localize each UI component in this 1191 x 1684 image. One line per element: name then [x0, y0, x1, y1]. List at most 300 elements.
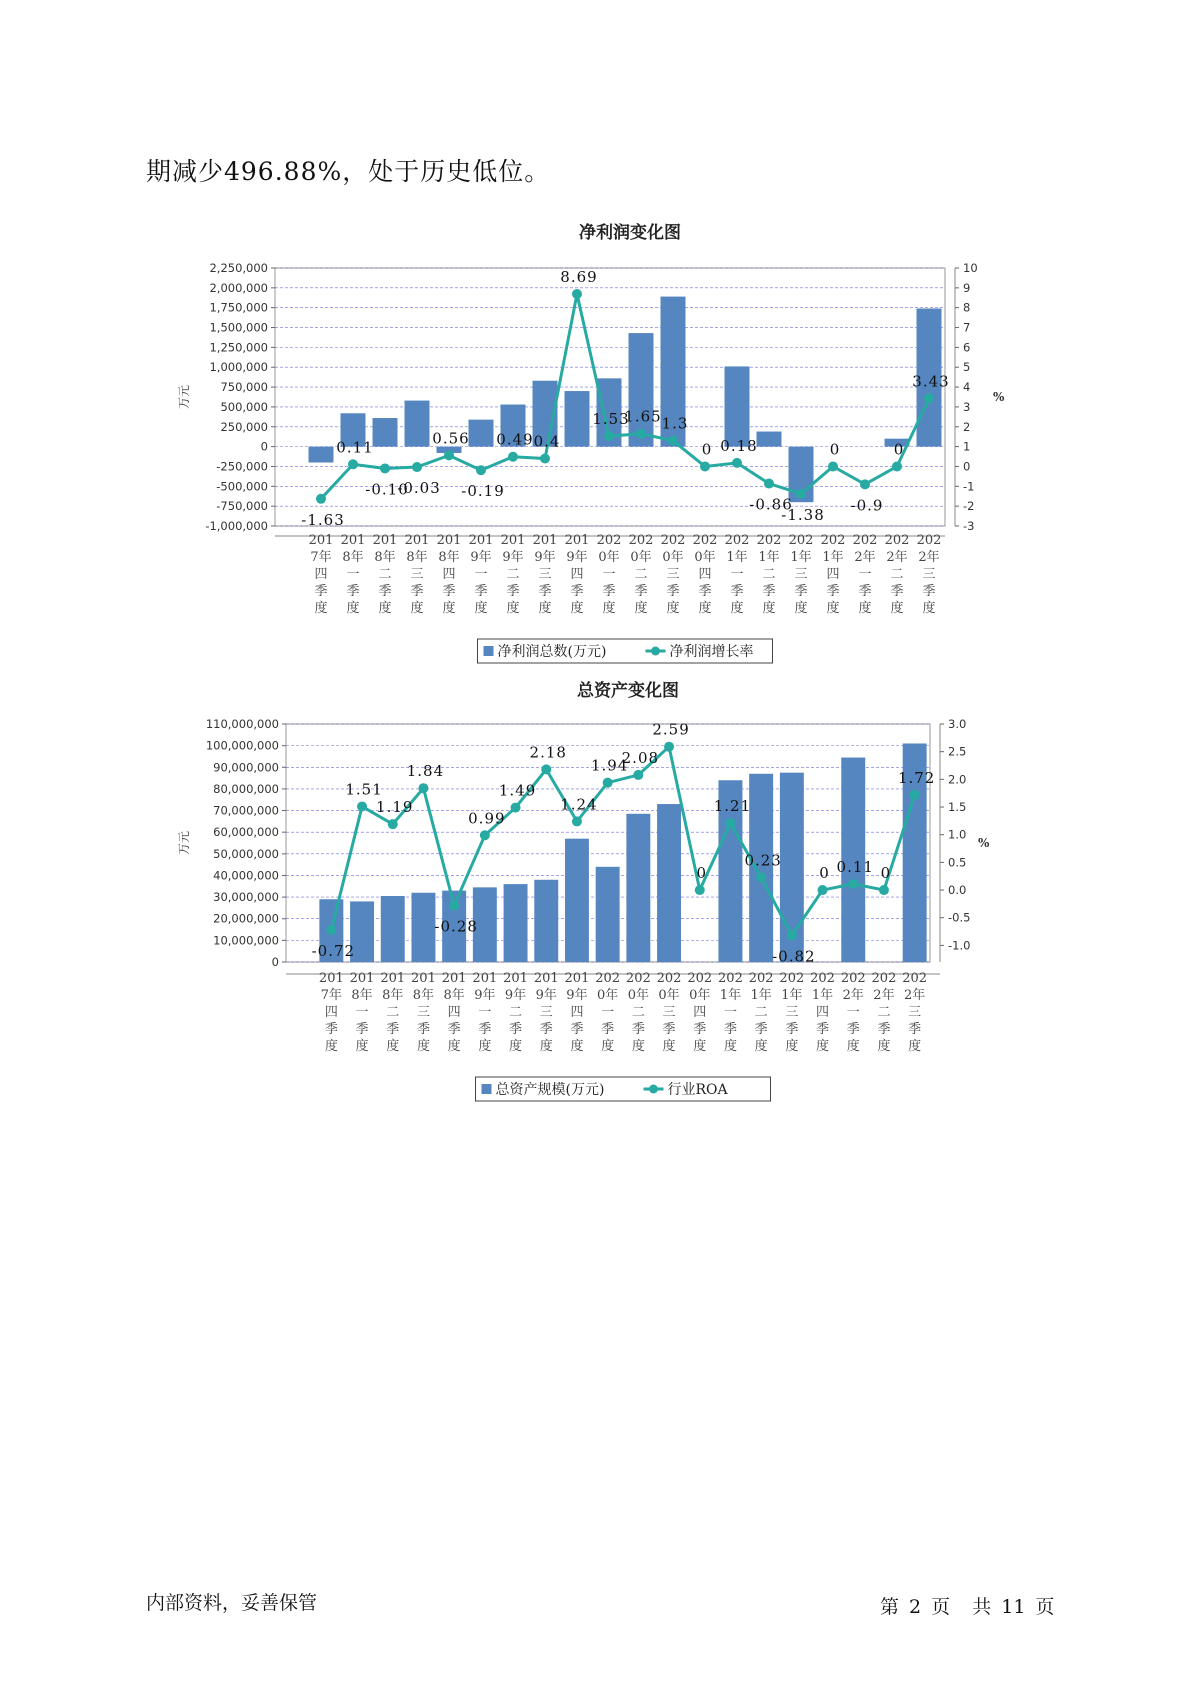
x-tick-label: 季 [509, 1022, 523, 1037]
x-tick-label: 季 [826, 584, 840, 599]
x-tick-label: 度 [631, 1039, 645, 1054]
x-tick-label: 度 [478, 1039, 492, 1054]
data-label: 1.3 [661, 414, 689, 433]
y2-tick-label: 1.0 [948, 827, 967, 842]
x-tick-label: 1年 [790, 550, 812, 565]
bar [469, 420, 494, 447]
x-tick-label: 8年 [382, 988, 404, 1003]
data-label: -0.10 [365, 480, 409, 499]
x-tick-label: 季 [538, 584, 552, 599]
line-point [418, 783, 428, 793]
y-tick-label: 80,000,000 [213, 781, 279, 796]
line-point [633, 770, 643, 780]
data-label: 0.99 [468, 809, 506, 828]
x-tick-label: 7年 [320, 988, 342, 1003]
x-tick-label: 季 [754, 1022, 768, 1037]
intro-paragraph: 期减少496.88%，处于历史低位。 [146, 157, 551, 186]
x-tick-label: 201 [503, 971, 528, 986]
bar [725, 366, 750, 446]
data-label: 1.72 [897, 768, 936, 787]
bar [381, 896, 405, 962]
line-point [764, 479, 774, 489]
data-label: 1.84 [406, 762, 445, 781]
x-tick-label: 度 [634, 601, 648, 616]
footer-page-number [880, 1592, 1064, 1619]
line-point [796, 489, 806, 499]
x-tick-label: 1年 [811, 988, 834, 1003]
y2-tick-label: 5 [963, 360, 971, 375]
x-tick-label: 9年 [566, 550, 588, 565]
data-label: 1.49 [498, 781, 537, 800]
data-label: 2.18 [529, 743, 567, 762]
x-tick-label: 三 [662, 1005, 676, 1020]
x-tick-label: 8年 [342, 550, 364, 565]
y2-tick-label: 4 [963, 380, 971, 395]
x-tick-label: 1年 [726, 550, 748, 565]
x-tick-label: 0年 [597, 988, 619, 1003]
data-label: -0.86 [749, 495, 793, 514]
line-point [860, 479, 870, 489]
line-point [449, 901, 459, 911]
x-tick-label: 四 [570, 1005, 584, 1020]
data-label: 2.59 [652, 720, 690, 739]
x-tick-label: 201 [472, 971, 498, 986]
x-tick-label: 季 [877, 1022, 891, 1037]
chart-body [177, 717, 990, 1101]
x-tick-label: 三 [908, 1005, 922, 1020]
x-tick-label: 度 [538, 601, 552, 616]
line-point [879, 885, 889, 895]
line-point [668, 436, 678, 446]
x-tick-label: 1年 [758, 550, 780, 565]
y2-tick-label: 9 [963, 280, 971, 295]
line-point [787, 930, 797, 940]
data-label: -0.82 [772, 947, 816, 966]
x-tick-label: 9年 [502, 550, 524, 565]
line-point [476, 465, 486, 475]
line-point [412, 462, 422, 472]
x-tick-label: 季 [662, 1022, 676, 1037]
line-point [348, 459, 358, 469]
data-label: 3.43 [912, 372, 950, 391]
x-tick-label: 202 [820, 533, 846, 548]
x-tick-label: 四 [570, 567, 584, 582]
x-tick-label: 季 [908, 1022, 922, 1037]
x-tick-label: 度 [539, 1039, 553, 1054]
footer-confidential-note: 内部资料，妥善保管 [146, 1592, 318, 1614]
x-tick-label: 季 [324, 1022, 338, 1037]
x-tick-label: 度 [324, 1039, 338, 1054]
x-tick-label: 季 [506, 584, 520, 599]
y-tick-label: 1,500,000 [209, 320, 268, 335]
data-label: 0 [880, 864, 892, 883]
line-point [572, 816, 582, 826]
y-tick-label: 100,000,000 [205, 738, 279, 753]
bar [504, 884, 528, 962]
x-tick-label: 201 [468, 533, 494, 548]
x-tick-label: 201 [533, 971, 559, 986]
bar [757, 432, 782, 447]
data-label: 1.53 [592, 410, 630, 429]
y-tick-label: 1,000,000 [209, 360, 268, 375]
x-tick-label: 0年 [662, 550, 684, 565]
bar [534, 880, 558, 962]
x-tick-label: 202 [902, 971, 928, 986]
y2-tick-label: -0.5 [948, 910, 971, 925]
line-point [732, 458, 742, 468]
y2-tick-label: 8 [963, 300, 971, 315]
line-point [511, 803, 521, 813]
x-tick-label: 三 [794, 567, 808, 582]
data-label: -1.63 [301, 510, 345, 529]
x-tick-label: 季 [570, 584, 584, 599]
x-tick-label: 度 [410, 601, 424, 616]
x-tick-label: 度 [816, 1039, 830, 1054]
x-tick-label: 二 [877, 1005, 891, 1020]
net-profit-chart [150, 218, 1005, 688]
x-tick-label: 季 [794, 584, 808, 599]
x-tick-label: 0年 [658, 988, 680, 1003]
x-tick-label: 季 [816, 1022, 830, 1037]
x-tick-label: 201 [436, 533, 462, 548]
x-tick-label: 季 [666, 584, 680, 599]
line-point [664, 742, 674, 752]
footer-page-mid: 页 [931, 1596, 951, 1618]
line-point [818, 885, 828, 895]
x-tick-label: 8年 [351, 988, 373, 1003]
y2-axis-title: % [993, 390, 1005, 404]
x-tick-label: 度 [723, 1039, 737, 1054]
data-label: 2.08 [621, 748, 660, 767]
x-tick-label: 202 [788, 533, 814, 548]
data-label: -0.19 [461, 482, 505, 501]
data-label: 1.21 [713, 797, 752, 816]
x-tick-label: 季 [785, 1022, 799, 1037]
y-tick-label: 10,000,000 [213, 933, 279, 948]
data-label: 1.51 [345, 780, 383, 799]
y-tick-label: -750,000 [216, 499, 268, 514]
x-tick-label: 202 [748, 971, 774, 986]
y2-tick-label: 10 [963, 261, 978, 275]
x-tick-label: 2年 [886, 550, 908, 565]
legend-swatch-bar [482, 1084, 492, 1094]
bar [405, 401, 430, 447]
x-tick-label: 四 [324, 1005, 338, 1020]
x-tick-label: 季 [378, 584, 392, 599]
x-tick-label: 季 [314, 584, 328, 599]
y2-tick-label: 6 [963, 340, 971, 355]
x-tick-label: 度 [314, 601, 328, 616]
x-tick-label: 四 [698, 567, 712, 582]
x-tick-label: 度 [442, 601, 456, 616]
x-tick-label: 201 [380, 971, 406, 986]
x-tick-label: 度 [908, 1039, 922, 1054]
bar [565, 839, 589, 962]
data-label: 1.65 [624, 407, 662, 426]
x-tick-label: 度 [570, 601, 584, 616]
x-tick-label: 二 [890, 567, 904, 582]
x-tick-label: 9年 [504, 988, 527, 1003]
x-tick-label: 度 [762, 601, 776, 616]
bar [596, 867, 620, 962]
x-tick-label: 季 [698, 584, 712, 599]
data-label: -1.38 [781, 505, 825, 524]
x-tick-label: 202 [724, 533, 750, 548]
x-tick-label: 三 [410, 567, 424, 582]
x-tick-label: 季 [723, 1022, 737, 1037]
line-point [924, 393, 934, 403]
x-tick-label: 一 [355, 1005, 369, 1020]
x-tick-label: 度 [698, 601, 712, 616]
x-tick-label: 202 [660, 533, 686, 548]
line-point [572, 289, 582, 299]
x-tick-label: 二 [506, 567, 520, 582]
chart-body [177, 261, 1005, 663]
footer-page-current: 2 [909, 1596, 922, 1618]
data-label: 8.69 [560, 267, 598, 286]
x-tick-label: 季 [410, 584, 424, 599]
y2-tick-label: 2.5 [948, 744, 967, 759]
x-tick-label: 9年 [534, 550, 556, 565]
data-label: 0.23 [744, 851, 782, 870]
x-tick-label: 度 [474, 601, 488, 616]
x-tick-label: 0年 [694, 550, 716, 565]
x-tick-label: 201 [564, 533, 590, 548]
x-tick-label: 度 [858, 601, 872, 616]
x-tick-label: 三 [539, 1005, 553, 1020]
x-tick-label: 201 [340, 533, 366, 548]
x-tick-label: 季 [602, 584, 616, 599]
x-tick-label: 二 [509, 1005, 523, 1020]
x-tick-label: 季 [355, 1022, 369, 1037]
x-tick-label: 202 [884, 533, 910, 548]
x-tick-label: 2年 [918, 550, 940, 565]
x-tick-label: 202 [625, 971, 651, 986]
x-tick-label: 201 [308, 533, 334, 548]
y-tick-label: 60,000,000 [213, 825, 279, 840]
x-tick-label: 1年 [781, 988, 803, 1003]
y2-tick-label: -1.0 [948, 938, 971, 953]
x-tick-label: 2年 [904, 988, 926, 1003]
legend-swatch-bar [484, 646, 494, 656]
x-tick-label: 一 [602, 567, 616, 582]
x-tick-label: 四 [447, 1005, 461, 1020]
y2-tick-label: 3.0 [948, 717, 967, 731]
y2-tick-label: 1.5 [948, 800, 967, 815]
x-tick-label: 度 [378, 601, 392, 616]
x-tick-label: 三 [666, 567, 680, 582]
y-tick-label: -1,000,000 [205, 519, 268, 533]
y2-tick-label: -3 [963, 519, 975, 533]
y-tick-label: 70,000,000 [213, 803, 279, 818]
x-tick-label: 度 [570, 1039, 584, 1054]
data-label: 1.24 [560, 795, 598, 814]
x-tick-label: 度 [355, 1039, 369, 1054]
y2-tick-label: 0.0 [948, 883, 967, 898]
line-point [828, 461, 838, 471]
y-axis-title: 万元 [177, 384, 191, 410]
y2-axis-title: % [978, 836, 990, 850]
x-tick-label: 202 [718, 971, 743, 986]
x-tick-label: 季 [539, 1022, 553, 1037]
x-tick-label: 季 [442, 584, 456, 599]
x-tick-label: 8年 [406, 550, 428, 565]
x-tick-label: 季 [447, 1022, 461, 1037]
x-tick-label: 季 [346, 584, 360, 599]
legend-entry: 总资产规模(万元) [495, 1082, 605, 1098]
x-tick-label: 二 [634, 567, 648, 582]
x-tick-label: 四 [442, 567, 456, 582]
legend-entry: 净利润增长率 [669, 644, 754, 660]
x-tick-label: 202 [595, 971, 621, 986]
line-point [541, 764, 551, 774]
footer-page-gap: 共 [972, 1596, 992, 1618]
x-tick-label: 0年 [630, 550, 652, 565]
x-tick-label: 9年 [566, 988, 588, 1003]
x-tick-label: 202 [779, 971, 805, 986]
line-point [380, 463, 390, 473]
x-tick-label: 度 [601, 1039, 615, 1054]
x-tick-label: 度 [666, 601, 680, 616]
y-axis-title: 万元 [177, 830, 191, 856]
y2-tick-label: 0.5 [948, 855, 967, 870]
line-point [636, 429, 646, 439]
data-label: 1.19 [376, 798, 414, 817]
y-tick-label: 20,000,000 [213, 911, 279, 926]
chart-title: 总资产变化图 [577, 681, 679, 701]
footer-page-suffix: 页 [1035, 1596, 1055, 1618]
y2-tick-label: 3 [963, 399, 971, 414]
footer-page-prefix: 第 [880, 1596, 900, 1618]
data-label: 0.49 [496, 430, 534, 449]
y2-tick-label: -2 [963, 499, 975, 514]
line-point [316, 494, 326, 504]
data-label: -0.9 [850, 496, 884, 515]
line-point [603, 778, 613, 788]
x-tick-label: 2年 [854, 550, 876, 565]
x-tick-label: 7年 [310, 550, 332, 565]
y-tick-label: 0 [271, 955, 279, 969]
legend-swatch-point [651, 647, 660, 656]
x-tick-label: 四 [816, 1005, 830, 1020]
x-tick-label: 201 [564, 971, 590, 986]
x-tick-label: 二 [762, 567, 776, 582]
bar [657, 804, 681, 962]
x-tick-label: 201 [349, 971, 375, 986]
x-tick-label: 0年 [689, 988, 711, 1003]
x-tick-label: 9年 [470, 550, 492, 565]
data-label: 0.56 [432, 429, 470, 448]
y-tick-label: -250,000 [216, 459, 268, 474]
chart-title: 净利润变化图 [579, 223, 681, 243]
x-tick-label: 1年 [822, 550, 844, 565]
y-tick-label: 2,250,000 [209, 261, 268, 275]
x-tick-label: 8年 [438, 550, 460, 565]
x-tick-label: 201 [372, 533, 398, 548]
x-tick-label: 季 [474, 584, 488, 599]
x-tick-label: 一 [346, 567, 360, 582]
x-tick-label: 度 [662, 1039, 676, 1054]
x-tick-label: 季 [890, 584, 904, 599]
x-tick-label: 四 [693, 1005, 707, 1020]
x-tick-label: 9年 [535, 988, 557, 1003]
x-tick-label: 一 [601, 1005, 615, 1020]
x-tick-label: 一 [478, 1005, 492, 1020]
x-tick-label: 季 [631, 1022, 645, 1037]
x-tick-label: 202 [840, 971, 866, 986]
x-tick-label: 季 [858, 584, 872, 599]
x-tick-label: 季 [601, 1022, 615, 1037]
x-tick-label: 季 [730, 584, 744, 599]
x-tick-label: 202 [852, 533, 878, 548]
x-tick-label: 度 [846, 1039, 860, 1054]
total-assets-chart [150, 676, 990, 1182]
bar [373, 418, 398, 447]
y-tick-label: 30,000,000 [213, 890, 279, 905]
x-tick-label: 201 [404, 533, 430, 548]
data-label: 0 [701, 440, 713, 459]
x-tick-label: 8年 [412, 988, 435, 1003]
data-label: -0.03 [397, 479, 441, 498]
data-label: -0.28 [434, 917, 478, 936]
y2-tick-label: 2 [963, 419, 971, 434]
x-tick-label: 季 [762, 584, 776, 599]
x-tick-label: 202 [687, 971, 713, 986]
x-tick-label: 一 [846, 1005, 860, 1020]
line-point [357, 801, 367, 811]
x-tick-label: 201 [318, 971, 344, 986]
y2-tick-label: 7 [963, 320, 971, 335]
x-tick-label: 度 [877, 1039, 891, 1054]
x-tick-label: 度 [794, 601, 808, 616]
footer-page-total: 11 [1001, 1596, 1026, 1618]
line-point [388, 819, 398, 829]
data-label: 0 [893, 440, 905, 459]
data-label: 0.11 [836, 857, 874, 876]
x-tick-label: 8年 [443, 988, 465, 1003]
line-point [725, 818, 735, 828]
x-tick-label: 季 [478, 1022, 492, 1037]
x-tick-label: 季 [922, 584, 936, 599]
line-point [848, 879, 858, 889]
line-point [695, 885, 705, 895]
x-tick-label: 二 [631, 1005, 645, 1020]
y-tick-label: 750,000 [220, 380, 268, 395]
y-tick-label: 1,250,000 [209, 340, 268, 355]
chart-svg [150, 218, 1005, 688]
x-tick-label: 四 [826, 567, 840, 582]
x-tick-label: 度 [346, 601, 360, 616]
x-tick-label: 度 [416, 1039, 430, 1054]
x-tick-label: 度 [922, 601, 936, 616]
y-tick-label: 250,000 [220, 419, 268, 434]
y-tick-label: 110,000,000 [205, 717, 279, 731]
y2-tick-label: 2.0 [948, 772, 967, 787]
legend-entry: 行业ROA [667, 1082, 728, 1098]
x-tick-label: 度 [785, 1039, 799, 1054]
x-tick-label: 二 [754, 1005, 768, 1020]
x-tick-label: 度 [509, 1039, 523, 1054]
y-tick-label: 40,000,000 [213, 868, 279, 883]
x-tick-label: 一 [858, 567, 872, 582]
x-tick-label: 一 [730, 567, 744, 582]
x-tick-label: 度 [506, 601, 520, 616]
x-tick-label: 8年 [374, 550, 396, 565]
line-point [508, 452, 518, 462]
x-tick-label: 201 [500, 533, 526, 548]
x-tick-label: 季 [693, 1022, 707, 1037]
y-tick-label: 500,000 [220, 399, 268, 414]
